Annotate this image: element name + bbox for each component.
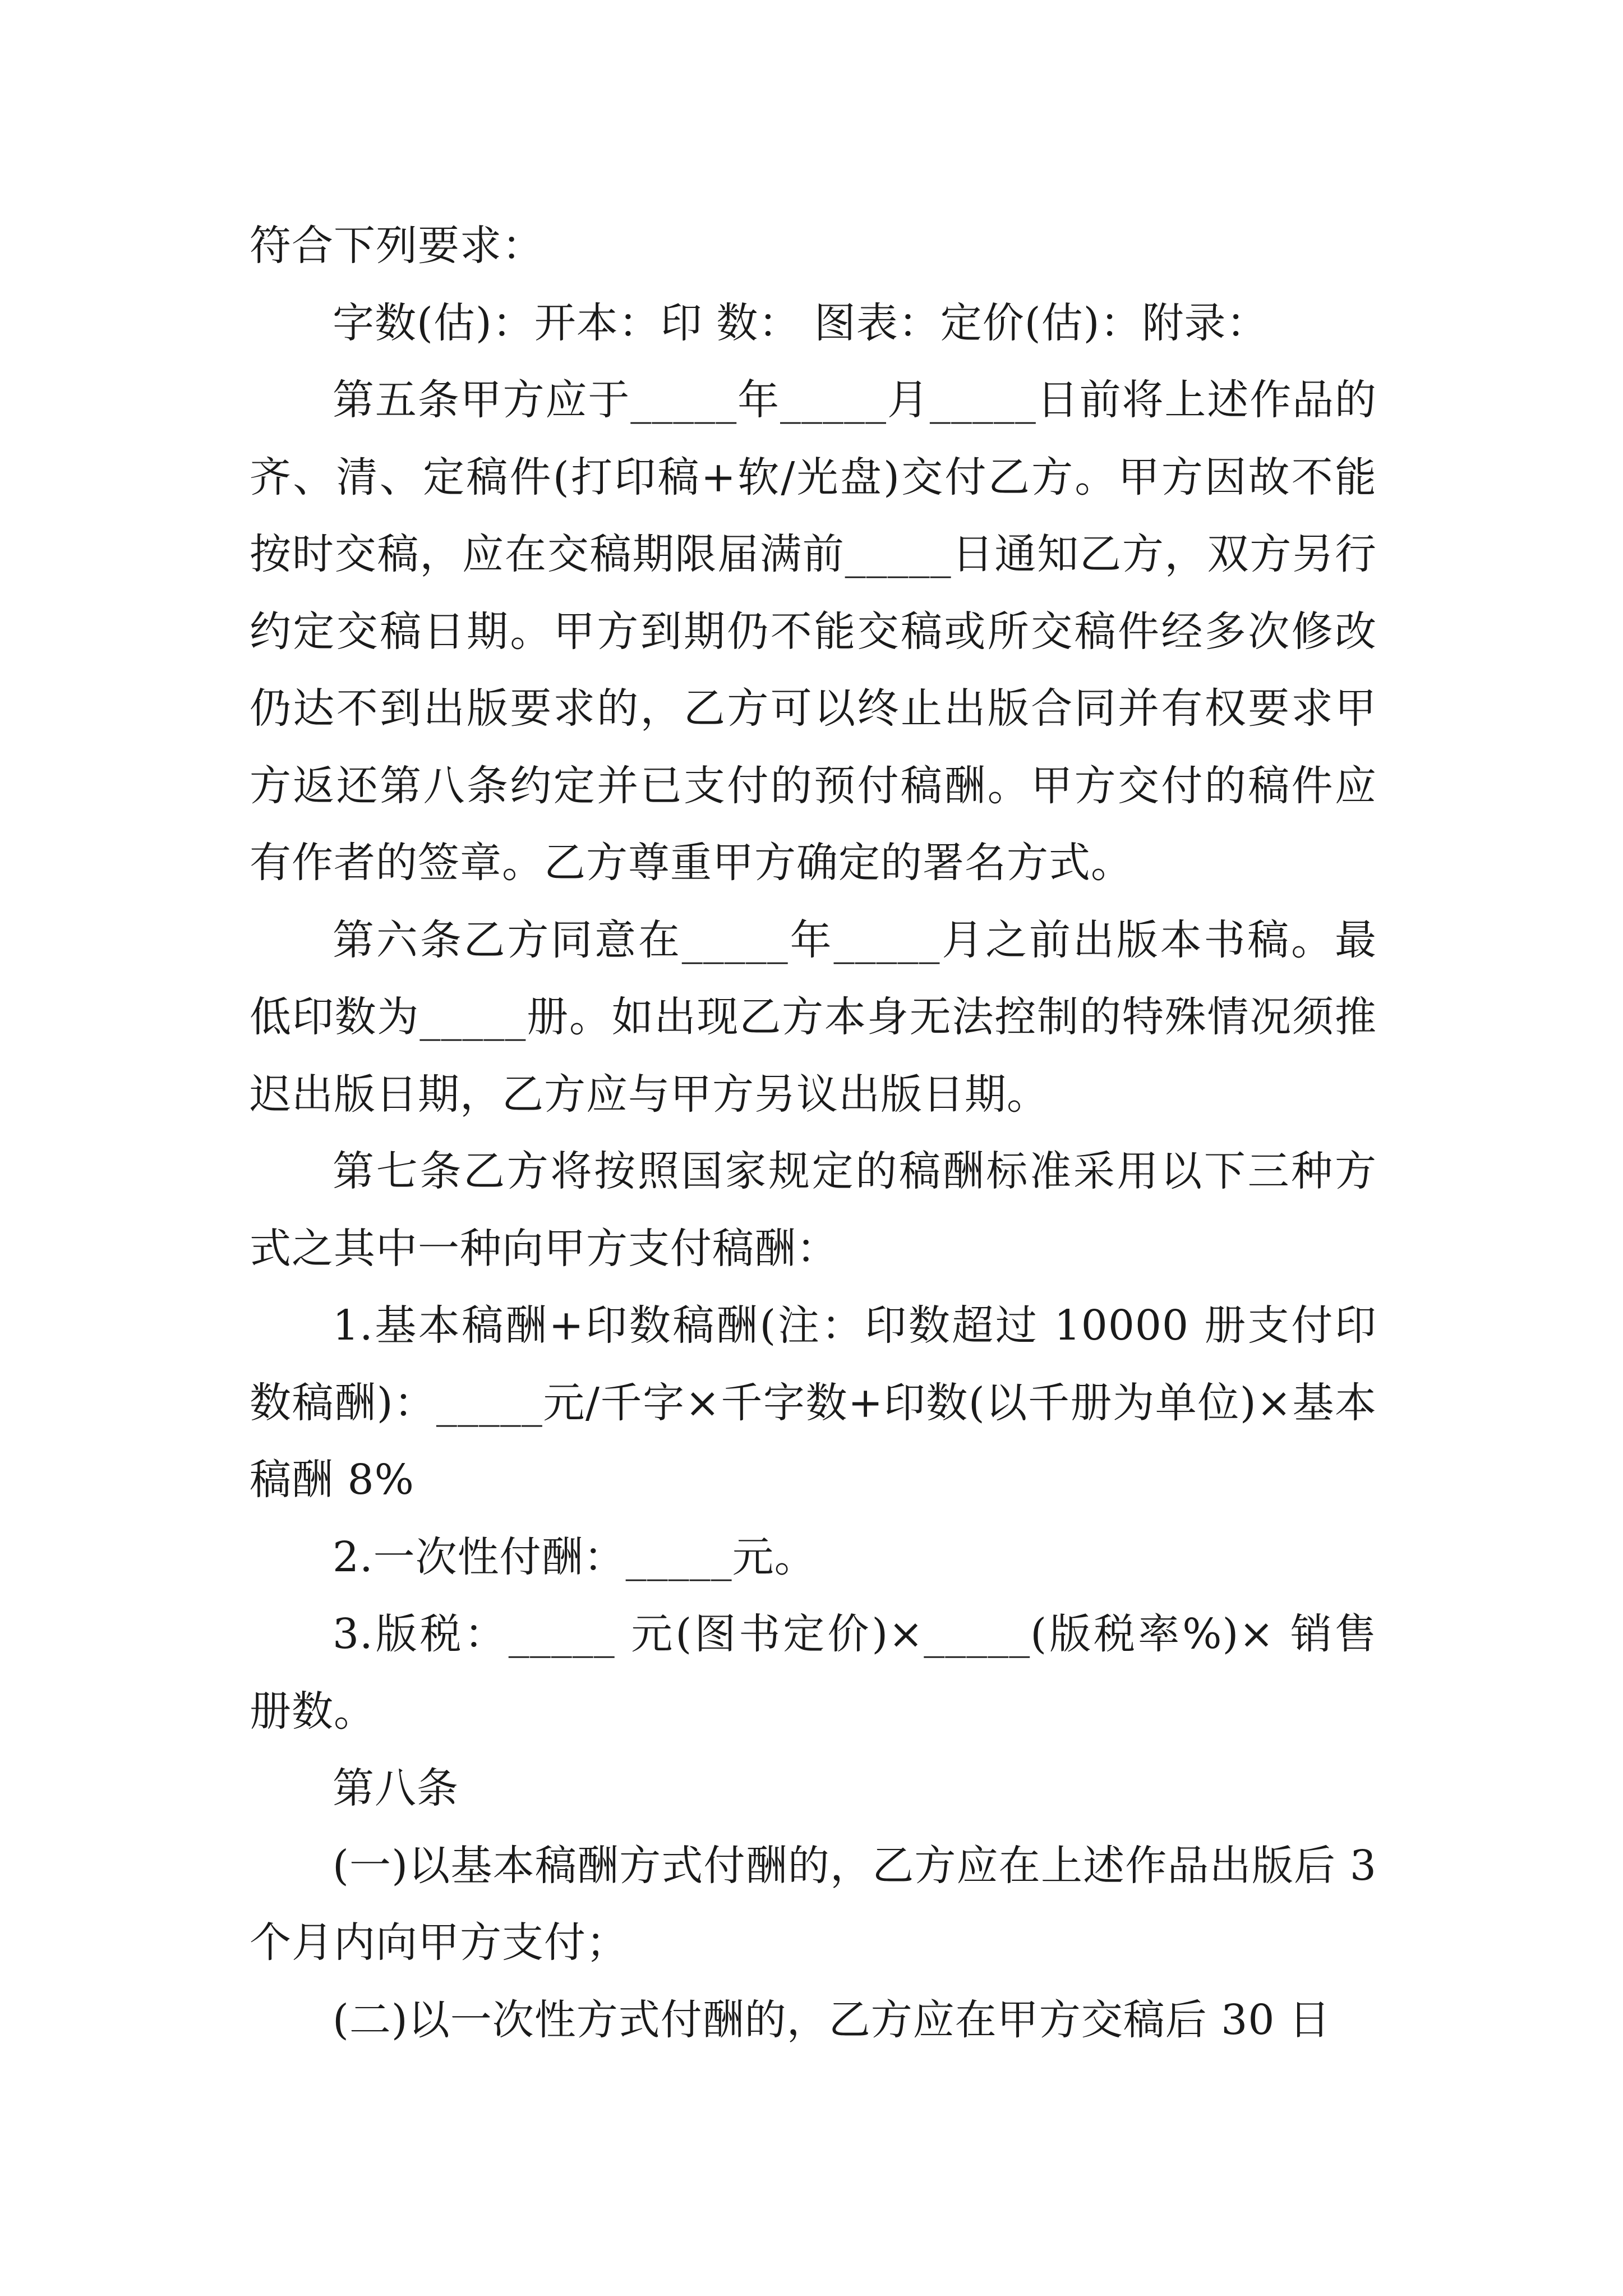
paragraph-article-7-item-2: 2.一次性付酬：_____元。: [333, 1533, 817, 1581]
paragraph-article-8-item-1: (一)以基本稿酬方式付酬的，乙方应在上述作品出版后 3 个月内向甲方支付；: [250, 1841, 1377, 1967]
document-body: [250, 208, 1377, 2059]
paragraph-article-7-item-1: 1.基本稿酬+印数稿酬(注：印数超过 10000 册支付印数稿酬)：_____元/千字×千字数+印数(以千册为单位)×基本稿酬 8%: [250, 1301, 1377, 1504]
paragraph-article-8: 第八条: [333, 1764, 459, 1812]
paragraph-article-7: 第七条乙方将按照国家规定的稿酬标准采用以下三种方式之其中一种向甲方支付稿酬：: [250, 1147, 1377, 1273]
paragraph-requirements-lead: 符合下列要求：: [250, 222, 544, 270]
paragraph-article-6: 第六条乙方同意在_____年_____月之前出版本书稿。最低印数为_____册。如出现乙方本身无法控制的特殊情况须推迟出版日期，乙方应与甲方另议出版日期。: [250, 915, 1377, 1119]
paragraph-spec-fields: 字数(估)：开本：印 数： 图表：定价(估)：附录：: [333, 298, 1269, 347]
paragraph-article-7-item-3: 3.版税：_____ 元(图书定价)×_____(版税率%)× 销售册数。: [250, 1610, 1377, 1736]
paragraph-article-8-item-2: (二)以一次性方式付酬的，乙方应在甲方交稿后 30 日: [333, 1995, 1331, 2044]
paragraph-article-5: 第五条甲方应于_____年_____月_____日前将上述作品的齐、清、定稿件(打印稿+软/光盘)交付乙方。甲方因故不能按时交稿，应在交稿期限届满前_____日通知乙方，双方另行约定交稿日期。甲方到期仍不能交稿或所交稿件经多次修改仍达不到出版要求的，乙方可以终止出版合同并有权要求甲方返还第八条约定并已支付的预付稿酬。甲方交付的稿件应有作者的签章。乙方尊重甲方确定的署名方式。: [250, 376, 1377, 887]
